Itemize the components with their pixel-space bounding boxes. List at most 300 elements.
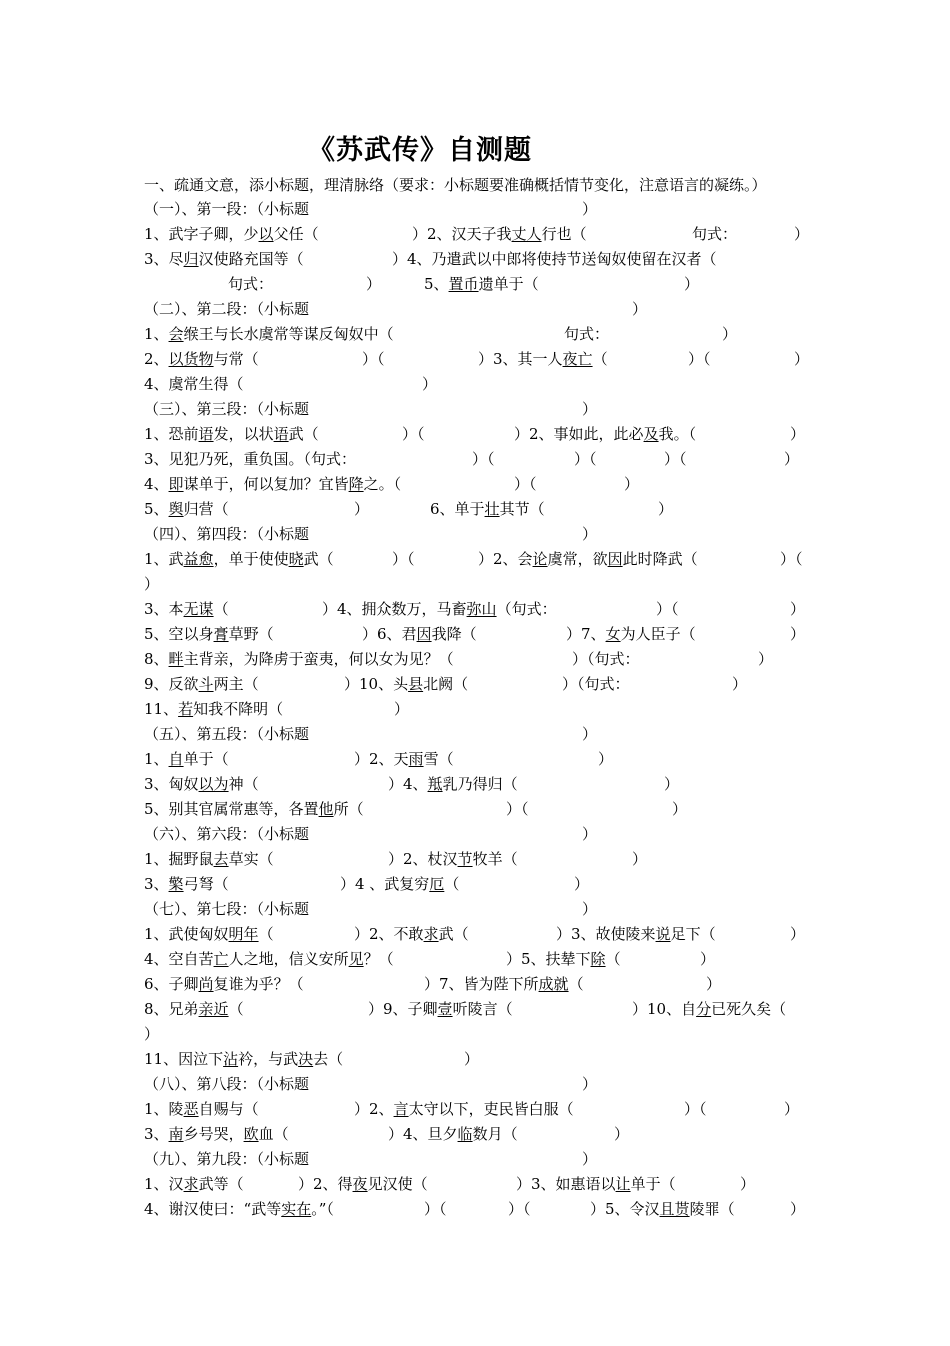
- text-run: [790, 623, 805, 645]
- text-segment: 去（: [313, 1050, 344, 1068]
- underlined-term: 亲近: [198, 1000, 229, 1018]
- text-segment: 神（: [228, 775, 259, 793]
- text-segment: 。”（: [311, 1200, 334, 1218]
- text-run: [144, 373, 244, 395]
- text-segment: ）: [632, 300, 648, 318]
- text-segment: ）2、汉天子我: [412, 225, 512, 243]
- text-segment: 5、: [424, 275, 449, 293]
- text-segment: （五）、第五段：（小标题: [144, 725, 310, 743]
- text-run: [582, 898, 597, 920]
- text-run: [590, 1198, 735, 1220]
- text-run: [144, 473, 401, 495]
- text-run: [790, 598, 805, 620]
- text-segment: 4、虞常生得（: [144, 375, 244, 393]
- underlined-term: 语: [273, 425, 289, 443]
- text-segment: 陵罪（: [689, 1200, 735, 1218]
- underlined-term: 夜亡: [562, 350, 593, 368]
- text-run: [144, 198, 309, 220]
- text-segment: ）: [366, 275, 382, 293]
- text-run: [780, 548, 803, 570]
- text-run: [684, 273, 699, 295]
- underlined-term: 见: [348, 950, 364, 968]
- text-run: [478, 348, 608, 370]
- text-segment: 8、: [144, 650, 169, 668]
- text-run: [632, 998, 786, 1020]
- text-run: [564, 323, 609, 345]
- text-run: [632, 298, 647, 320]
- text-segment: ）: [790, 425, 806, 443]
- underlined-term: 畔: [168, 650, 184, 668]
- text-segment: （七）、第七段：（小标题: [144, 900, 310, 918]
- text-segment: ）: [722, 325, 738, 343]
- text-segment: ）（: [506, 800, 529, 818]
- text-segment: 之。（: [363, 475, 402, 493]
- text-run: [354, 1098, 574, 1120]
- text-segment: ）: [574, 875, 590, 893]
- text-segment: （四）、第四段：（小标题: [144, 525, 310, 543]
- text-run: [344, 673, 468, 695]
- underlined-term: 厄: [429, 875, 445, 893]
- text-segment: 此时降武（: [622, 550, 698, 568]
- text-segment: ）（: [684, 1100, 707, 1118]
- underlined-term: 无谋: [183, 600, 214, 618]
- text-segment: 1、恐前: [144, 425, 199, 443]
- text-segment: ）: [582, 1150, 598, 1168]
- text-run: [388, 1123, 518, 1145]
- text-run: [582, 1148, 597, 1170]
- text-segment: 归营（: [183, 500, 229, 518]
- text-run: [228, 273, 273, 295]
- text-run: [144, 223, 319, 245]
- text-segment: ）: [664, 775, 680, 793]
- underlined-term: 雨: [408, 750, 424, 768]
- underlined-term: 除: [590, 950, 606, 968]
- text-run: [144, 973, 304, 995]
- text-segment: 3、: [144, 1125, 169, 1143]
- text-segment: ）: [422, 375, 438, 393]
- text-segment: 1、掘野鼠: [144, 850, 214, 868]
- text-segment: 我降（: [431, 625, 477, 643]
- text-run: [366, 273, 381, 295]
- text-run: [784, 448, 799, 470]
- text-segment: ）: [598, 750, 614, 768]
- text-segment: 发，以状: [213, 425, 274, 443]
- text-segment: 主背亲，为降虏于蛮夷，何以女为见？（: [183, 650, 454, 668]
- text-segment: ）: [632, 850, 648, 868]
- text-segment: 草实（: [228, 850, 274, 868]
- text-run: [144, 323, 394, 345]
- underlined-term: 决: [298, 1050, 314, 1068]
- text-run: [664, 773, 679, 795]
- text-run: [692, 223, 737, 245]
- text-segment: （一）、第一段：（小标题: [144, 200, 310, 218]
- text-run: [144, 798, 364, 820]
- text-run: [424, 1198, 447, 1220]
- text-run: [516, 1173, 676, 1195]
- text-segment: 武（: [303, 550, 334, 568]
- text-segment: 乡号哭，: [183, 1125, 244, 1143]
- text-segment: ）（: [574, 450, 597, 468]
- text-segment: 父任（: [273, 225, 319, 243]
- text-run: [322, 598, 557, 620]
- text-segment: ）: [582, 900, 598, 918]
- underlined-term: 沾: [223, 1050, 239, 1068]
- text-segment: ）: [582, 525, 598, 543]
- text-segment: ）（句式：: [562, 675, 630, 693]
- underlined-term: 分: [696, 1000, 712, 1018]
- underlined-term: 恶: [183, 1100, 199, 1118]
- text-segment: ）7、: [566, 625, 606, 643]
- text-run: [402, 423, 425, 445]
- underlined-term: 临: [457, 1125, 473, 1143]
- text-run: [574, 873, 589, 895]
- underlined-term: 节: [457, 850, 473, 868]
- text-segment: 3、匈奴: [144, 775, 199, 793]
- text-segment: 自赐与（: [198, 1100, 259, 1118]
- text-segment: 1、: [144, 325, 169, 343]
- text-run: [700, 948, 715, 970]
- text-run: [794, 348, 809, 370]
- text-segment: ）: [354, 500, 370, 518]
- text-segment: ）4、拥众数万，马畜: [322, 600, 467, 618]
- underlined-term: 让: [615, 1175, 631, 1193]
- text-segment: 单于（: [630, 1175, 676, 1193]
- text-run: [144, 398, 309, 420]
- text-segment: （九）、第九段：（小标题: [144, 1150, 310, 1168]
- underlined-term: 成就: [538, 975, 569, 993]
- text-segment: 1、汉: [144, 1175, 184, 1193]
- text-run: [582, 823, 597, 845]
- text-segment: 1、武: [144, 550, 184, 568]
- text-run: [672, 798, 687, 820]
- text-segment: 弓弩（: [183, 875, 229, 893]
- text-segment: ）: [794, 350, 810, 368]
- text-run: [566, 623, 696, 645]
- text-segment: ？（: [363, 950, 394, 968]
- text-segment: 5、: [144, 500, 169, 518]
- text-segment: ）（: [402, 425, 425, 443]
- text-run: [144, 1073, 309, 1095]
- text-segment: 北阙（: [423, 675, 469, 693]
- text-segment: 武等（: [198, 1175, 244, 1193]
- text-segment: 两主（: [213, 675, 259, 693]
- text-run: [144, 773, 259, 795]
- text-run: [430, 498, 545, 520]
- text-segment: 谋单于，何以复加？宜皆: [183, 475, 349, 493]
- text-segment: ）: [706, 975, 722, 993]
- underlined-term: 以为: [198, 775, 229, 793]
- text-run: [732, 673, 747, 695]
- text-segment: ）: [784, 450, 800, 468]
- text-segment: ）（: [514, 475, 537, 493]
- text-run: [144, 448, 356, 470]
- underlined-term: 论: [532, 550, 548, 568]
- text-segment: 血（: [258, 1125, 289, 1143]
- underlined-term: 舆: [168, 500, 184, 518]
- text-segment: ）6、君: [362, 625, 417, 643]
- text-run: [340, 873, 459, 895]
- text-segment: 乳乃得归（: [442, 775, 518, 793]
- text-run: [572, 648, 640, 670]
- text-segment: 句式：: [692, 225, 738, 243]
- text-segment: ）2、杖汉: [388, 850, 458, 868]
- text-segment: 8、兄弟: [144, 1000, 199, 1018]
- text-run: [144, 823, 309, 845]
- text-segment: 已死久矣（: [711, 1000, 787, 1018]
- underlined-term: 南: [168, 1125, 184, 1143]
- underlined-term: 弥山: [466, 600, 497, 618]
- text-run: [388, 848, 518, 870]
- text-run: [472, 448, 495, 470]
- text-segment: 11、: [144, 700, 179, 718]
- text-run: [574, 448, 597, 470]
- underlined-term: 求: [183, 1175, 199, 1193]
- underlined-term: 益愈: [183, 550, 214, 568]
- text-segment: （: [605, 950, 621, 968]
- underlined-term: 若: [178, 700, 194, 718]
- underlined-term: 夜: [352, 1175, 368, 1193]
- text-segment: ）: [794, 225, 810, 243]
- text-run: [354, 498, 369, 520]
- text-segment: 衿，与武: [238, 1050, 299, 1068]
- text-segment: 足下（: [670, 925, 716, 943]
- text-segment: 6、子卿: [144, 975, 199, 993]
- text-run: [144, 1123, 289, 1145]
- underlined-term: 女: [605, 625, 621, 643]
- text-run: [790, 423, 805, 445]
- text-segment: ）: [582, 725, 598, 743]
- underlined-term: 自: [168, 750, 184, 768]
- underlined-term: 尚: [198, 975, 214, 993]
- text-segment: 2、: [144, 350, 169, 368]
- underlined-term: 斗: [198, 675, 214, 693]
- underlined-term: 实在: [281, 1200, 312, 1218]
- text-segment: 知我不降明（: [193, 700, 284, 718]
- underlined-term: 因: [607, 550, 623, 568]
- text-segment: 3、见犯乃死，重负国。（句式：: [144, 450, 357, 468]
- text-segment: ）: [684, 275, 700, 293]
- text-segment: ）: [394, 700, 410, 718]
- underlined-term: 亡: [213, 950, 229, 968]
- text-segment: 雪（: [423, 750, 454, 768]
- text-segment: ）（: [664, 450, 687, 468]
- text-run: [582, 1073, 597, 1095]
- text-segment: 1、: [144, 750, 169, 768]
- text-run: [144, 598, 229, 620]
- underlined-term: 置币: [448, 275, 479, 293]
- text-segment: （: [213, 600, 229, 618]
- text-segment: ）: [732, 675, 748, 693]
- text-run: [424, 273, 539, 295]
- text-run: [464, 1048, 479, 1070]
- text-run: [740, 1173, 755, 1195]
- text-run: [144, 1098, 259, 1120]
- text-segment: 太守以下，吏民皆白服（: [408, 1100, 574, 1118]
- text-run: [506, 948, 621, 970]
- text-run: [658, 498, 673, 520]
- text-run: [144, 1023, 159, 1045]
- text-segment: 虞常，欲: [547, 550, 608, 568]
- text-run: [394, 698, 409, 720]
- underlined-term: 求: [423, 925, 439, 943]
- text-segment: ）（: [472, 450, 495, 468]
- underlined-term: 丈人: [511, 225, 542, 243]
- text-run: [354, 923, 469, 945]
- text-segment: ）（: [688, 350, 711, 368]
- text-run: [478, 548, 698, 570]
- text-run: [582, 523, 597, 545]
- page-title: 《苏武传》自测题: [308, 135, 532, 166]
- text-segment: ）: [464, 1050, 480, 1068]
- text-segment: ）: [582, 400, 598, 418]
- text-segment: 1、陵: [144, 1100, 184, 1118]
- underlined-term: 以货物: [168, 350, 214, 368]
- text-segment: ）（: [508, 1200, 531, 1218]
- text-segment: 缑王与长水虞常等谋反匈奴中（: [183, 325, 394, 343]
- text-segment: ）（: [392, 550, 415, 568]
- underlined-term: 且贳: [659, 1200, 690, 1218]
- text-run: [368, 998, 513, 1020]
- text-segment: ）4、乃遣武以中郎将使持节送匈奴使留在汉者（: [392, 250, 717, 268]
- text-run: [144, 723, 309, 745]
- text-run: [424, 973, 584, 995]
- text-run: [688, 348, 711, 370]
- text-segment: 1、武字子卿，少: [144, 225, 259, 243]
- text-run: [562, 673, 630, 695]
- text-run: [144, 898, 309, 920]
- text-segment: 草野（: [228, 625, 274, 643]
- text-segment: ）（: [656, 600, 679, 618]
- text-segment: ）5、令汉: [590, 1200, 660, 1218]
- underlined-term: 膏: [213, 625, 229, 643]
- text-segment: ）5、扶辇下: [506, 950, 591, 968]
- text-run: [506, 798, 529, 820]
- text-run: [144, 423, 319, 445]
- text-run: [144, 873, 229, 895]
- underlined-term: 去: [213, 850, 229, 868]
- text-segment: ）4、旦夕: [388, 1125, 458, 1143]
- text-segment: ）2、会: [478, 550, 533, 568]
- text-segment: 行也（: [541, 225, 587, 243]
- text-segment: 句式：: [228, 275, 274, 293]
- text-run: [392, 248, 717, 270]
- text-segment: ）10、自: [632, 1000, 697, 1018]
- text-segment: 句式：: [564, 325, 610, 343]
- text-segment: 与常（: [213, 350, 259, 368]
- text-run: [144, 998, 244, 1020]
- text-run: [582, 198, 597, 220]
- text-segment: 单于（: [183, 750, 229, 768]
- text-run: [388, 773, 518, 795]
- underlined-term: 说: [655, 925, 671, 943]
- text-segment: 人之地，信义安所: [228, 950, 349, 968]
- text-segment: ）: [614, 1125, 630, 1143]
- text-segment: ）2、: [354, 1100, 394, 1118]
- text-run: [706, 973, 721, 995]
- text-segment: ）3、其一人: [478, 350, 563, 368]
- text-run: [144, 498, 229, 520]
- text-segment: （: [568, 975, 584, 993]
- underlined-term: 降: [348, 475, 364, 493]
- text-run: [144, 548, 334, 570]
- text-segment: 3、尽: [144, 250, 184, 268]
- text-run: [614, 1123, 629, 1145]
- text-segment: ）: [582, 825, 598, 843]
- underlined-term: 县: [408, 675, 424, 693]
- text-segment: 3、: [144, 875, 169, 893]
- text-segment: ）: [624, 475, 640, 493]
- underlined-term: 因: [416, 625, 432, 643]
- text-run: [144, 1198, 334, 1220]
- text-run: [514, 423, 696, 445]
- text-run: [514, 473, 537, 495]
- underlined-term: 归: [183, 250, 199, 268]
- text-segment: （六）、第六段：（小标题: [144, 825, 310, 843]
- text-run: [144, 348, 259, 370]
- text-segment: ）3、故使陵来: [556, 925, 656, 943]
- underlined-term: 明年: [228, 925, 259, 943]
- text-run: [582, 723, 597, 745]
- text-segment: ）: [144, 1025, 160, 1043]
- text-run: [144, 573, 159, 595]
- text-segment: 为人臣子（: [620, 625, 696, 643]
- text-segment: ）: [784, 1100, 800, 1118]
- text-segment: ）: [144, 575, 160, 593]
- text-segment: 听陵言（: [452, 1000, 513, 1018]
- text-segment: （八）、第八段：（小标题: [144, 1075, 310, 1093]
- text-run: [664, 448, 687, 470]
- text-run: [758, 648, 773, 670]
- text-segment: 遗单于（: [478, 275, 539, 293]
- text-segment: 6、单于: [430, 500, 485, 518]
- text-segment: ）: [672, 800, 688, 818]
- text-run: [684, 1098, 707, 1120]
- underlined-term: 羝: [427, 775, 443, 793]
- underlined-term: 他: [318, 800, 334, 818]
- text-segment: ）: [740, 1175, 756, 1193]
- text-segment: （二）、第二段：（小标题: [144, 300, 310, 318]
- text-segment: 5、别其官属常惠等，各置: [144, 800, 319, 818]
- text-run: [144, 523, 309, 545]
- text-run: [362, 623, 477, 645]
- text-segment: ）2、不敢: [354, 925, 424, 943]
- text-segment: 9、反欲: [144, 675, 199, 693]
- text-segment: 4、: [144, 475, 169, 493]
- underlined-term: 及: [643, 425, 659, 443]
- text-segment: ）: [790, 1200, 806, 1218]
- text-run: [298, 1173, 428, 1195]
- text-segment: ）（: [362, 350, 385, 368]
- text-run: [144, 1048, 343, 1070]
- text-run: [422, 373, 437, 395]
- underlined-term: 言: [393, 1100, 409, 1118]
- text-run: [144, 1173, 244, 1195]
- underlined-term: 语: [198, 425, 214, 443]
- text-segment: ）2、天: [354, 750, 409, 768]
- text-run: [144, 298, 309, 320]
- text-run: [354, 748, 454, 770]
- text-segment: ）2、得: [298, 1175, 353, 1193]
- text-run: [144, 923, 274, 945]
- text-segment: 我。（: [658, 425, 697, 443]
- text-run: [598, 748, 613, 770]
- text-run: [144, 848, 274, 870]
- text-segment: 其节（: [499, 500, 545, 518]
- text-segment: ）: [790, 925, 806, 943]
- text-segment: ）（: [424, 1200, 447, 1218]
- text-segment: ）: [758, 650, 774, 668]
- underlined-term: 即: [168, 475, 184, 493]
